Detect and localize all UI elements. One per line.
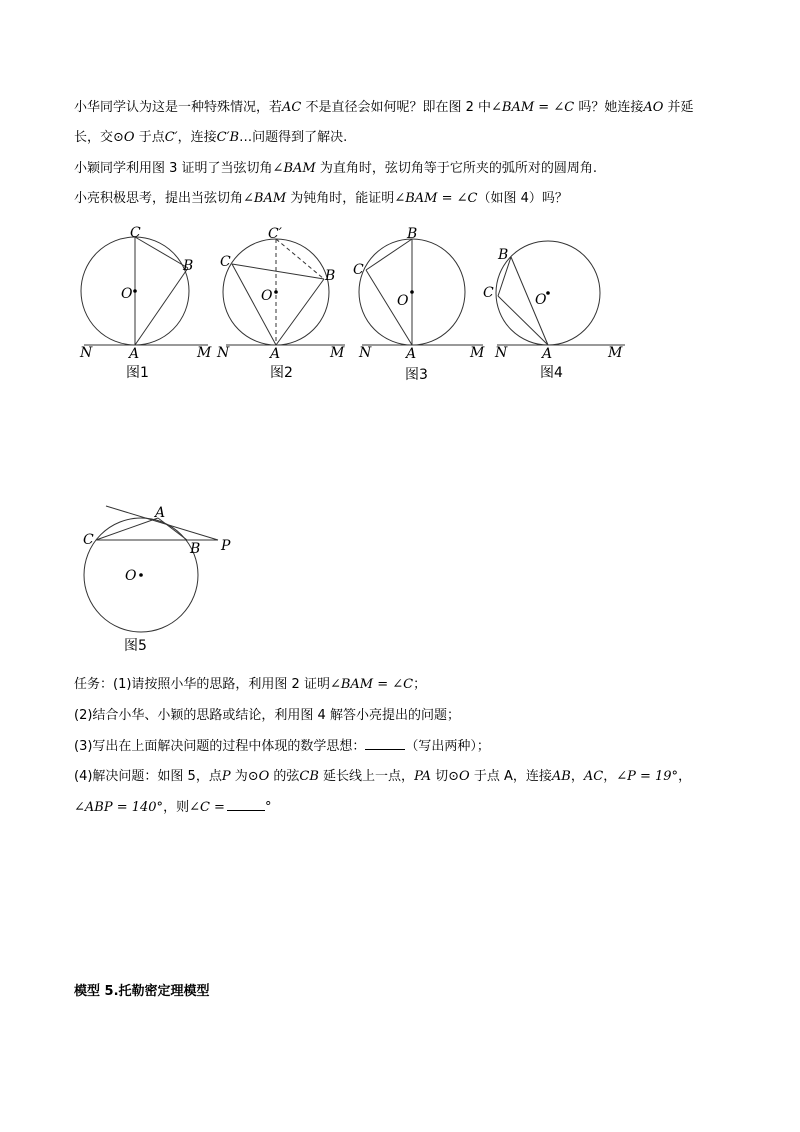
text: ， [603,769,617,784]
fig2-label-A: A [270,346,281,362]
text: 为 [230,769,248,784]
text: …问题得到了解决. [239,130,348,145]
math-angle-equality: ∠BAM = ∠C [491,100,575,115]
text: 小颖同学利用图 3 证明了当弦切角 [74,161,273,176]
fig5-label-A: A [155,505,166,521]
text: 小华同学认为这是一种特殊情况，若 [74,100,283,115]
fig3-label-O: O [397,293,409,309]
fig1-chord-BA [135,268,188,345]
fig2-label-C-prime: C′ [268,226,282,242]
math-C-prime-B: C′B [216,130,240,145]
fig3-label-M: M [470,345,485,361]
fig2-center-dot [274,290,278,294]
math-AB: AB [551,769,571,784]
fig3-center-dot [410,290,414,294]
text: 切 [431,769,449,784]
text: 吗？她连接 [574,100,644,115]
math-circle-O: ⊙O [113,130,135,145]
fig5-caption: 图5 [124,638,147,654]
fig4-label-M: M [608,345,623,361]
task-4-line-1 [74,767,691,787]
text: 延长线上一点， [318,769,415,784]
math-angle-equality: ∠BAM = ∠C [329,677,414,692]
fig2-caption: 图2 [270,365,293,381]
fig4-caption: 图4 [540,365,563,381]
task-1 [74,675,426,695]
fig2-chord-CB [232,264,324,279]
text: (3)写出在上面解决问题的过程中体现的数学思想： [74,739,366,754]
fig2-label-M: M [330,345,345,361]
fig2-label-N: N [217,345,230,361]
fig1-label-O: O [121,286,133,302]
fig2-label-B: B [325,268,336,284]
fig4-label-N: N [495,345,508,361]
text: 于点 [134,130,165,145]
math-AO: AO [643,100,664,115]
text: ，则 [163,800,190,815]
text: ，连接 [177,130,217,145]
math-angle-BAM: ∠BAM [243,191,287,206]
fig5-label-O: O [125,568,137,584]
fig3-caption: 图3 [405,367,428,383]
fig1-label-A: A [129,346,140,362]
fig5-label-P: P [221,538,231,554]
task-2 [74,706,460,726]
text: 小亮积极思考，提出当弦切角 [74,191,244,206]
fig5-label-B: B [190,541,201,557]
fig3-chord-BC [366,239,412,270]
text: 为钝角时，能证明 [286,191,395,206]
fig1-label-B: B [183,258,194,274]
math-angle-ABP: ∠ABP = 140° [74,800,164,815]
figure-3 [359,239,483,345]
text: （写出两种）； [405,739,490,754]
fig3-label-N: N [359,345,372,361]
math-angle-P: ∠P = 19° [616,769,679,784]
answer-blank [227,810,265,811]
figure-5 [84,506,218,632]
math-circle-O: ⊙O [247,769,270,784]
fig1-label-C: C [130,225,141,241]
math-AC: AC [282,100,302,115]
fig5-label-C: C [83,532,94,548]
fig3-label-A: A [406,346,417,362]
math-circle-O: ⊙O [448,769,470,784]
text: 并延 [663,100,694,115]
fig2-chord-BA [276,279,324,345]
text: ， [570,769,584,784]
text: ； [413,677,427,692]
fig1-center-dot [133,289,137,293]
answer-blank [365,749,405,750]
fig1-caption: 图1 [126,365,149,381]
fig1-chord-CB [135,237,188,268]
fig5-chord-CA [96,518,158,540]
fig4-label-O: O [535,292,547,308]
task-3 [74,737,490,757]
fig4-label-A: A [542,346,553,362]
figure-2 [223,239,345,345]
section-heading: 模型 5.托勒密定理模型 [74,984,210,999]
math-PA: PA [414,769,432,784]
fig4-center-dot [546,291,550,295]
text: 长，交 [74,130,114,145]
math-C-prime: C′ [164,130,178,145]
text: 于点 A，连接 [469,769,552,784]
figure-1 [81,237,208,345]
text: (4)解决问题：如图 5，点 [74,769,222,784]
math-AC: AC [583,769,604,784]
text: （如图 4）吗？ [477,191,568,206]
math-P: P [221,769,231,784]
fig4-label-B: B [498,247,509,263]
task-4-line-2 [74,798,271,818]
figure-4 [496,241,625,345]
fig2-label-O: O [261,288,273,304]
fig4-label-C: C [483,285,494,301]
math-angle-equality: ∠BAM = ∠C [394,191,478,206]
math-CB: CB [299,769,319,784]
text: 的弦 [269,769,300,784]
text: 不是直径会如何呢？即在图 2 中 [301,100,492,115]
fig1-label-M: M [197,345,212,361]
math-angle-BAM: ∠BAM [272,161,316,176]
text: 任务：(1)请按照小华的思路，利用图 2 证明 [74,677,330,692]
fig1-label-N: N [80,345,93,361]
fig5-center-dot [139,573,143,577]
fig3-label-C: C [353,262,364,278]
text: 为直角时，弦切角等于它所夹的弧所对的圆周角. [315,161,597,176]
fig2-chord-CA [232,264,276,345]
fig3-label-B: B [407,226,418,242]
fig2-label-C: C [220,254,231,270]
text: ° [264,800,272,815]
math-angle-C: ∠C = [189,800,225,815]
text: (2)结合小华、小颖的思路或结论，利用图 4 解答小亮提出的问题； [74,708,460,723]
text: ， [678,769,692,784]
